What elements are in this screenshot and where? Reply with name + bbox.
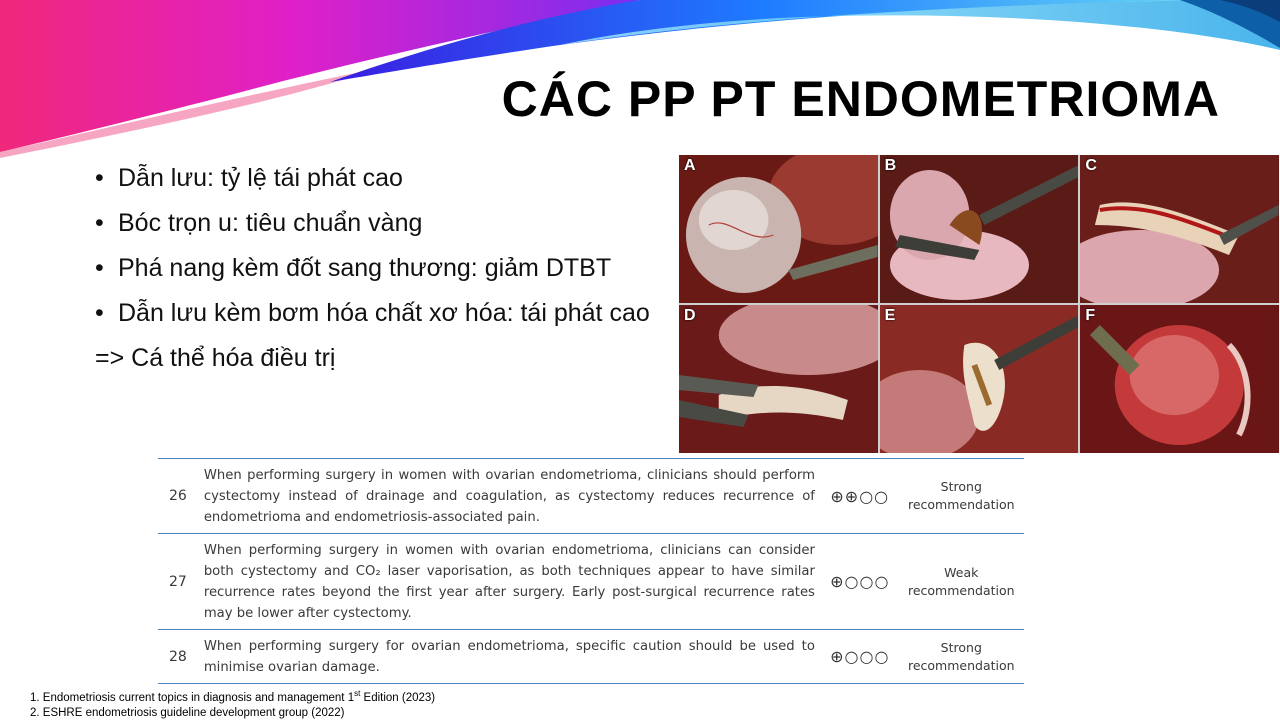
figure-panel-b <box>880 155 1079 303</box>
reference-superscript: st <box>354 689 361 698</box>
bullet-text: Dẫn lưu: tỷ lệ tái phát cao <box>118 164 403 192</box>
slide-title: CÁC PP PT ENDOMETRIOMA <box>501 71 1220 127</box>
recommendation-number: 26 <box>168 488 187 504</box>
bullet-dot: • <box>95 164 104 192</box>
recommendation-number: 28 <box>168 648 187 665</box>
evidence-grade: ⊕○○○ <box>830 572 890 591</box>
bullet-dot: • <box>95 254 104 282</box>
bullet-text: Phá nang kèm đốt sang thương: giảm DTBT <box>118 254 612 282</box>
conclusion-text: => Cá thể hóa điều trị <box>95 344 336 372</box>
bullet-item <box>95 208 665 238</box>
reference-list <box>30 686 435 721</box>
figure-panel-a <box>679 155 878 303</box>
recommendation-text: When performing surgery for ovarian endometrioma, specific caution should be used to minimise ovarian damage. <box>203 638 815 675</box>
bullet-dot: • <box>95 299 104 327</box>
bullet-dot: • <box>95 209 104 237</box>
recommendation-strength: Strong recommendation <box>907 479 1015 512</box>
recommendation-strength: Strong recommendation <box>907 639 1015 673</box>
laparoscopy-figure <box>679 155 1279 453</box>
figure-panel-f <box>1080 305 1279 453</box>
bullet-item <box>95 163 665 193</box>
figure-panel-e <box>880 305 1079 453</box>
figure-panel-d <box>679 305 878 453</box>
evidence-grade: ⊕⊕○○ <box>830 486 890 506</box>
bullet-list <box>95 163 665 373</box>
figure-panel-c <box>1080 155 1279 303</box>
evidence-grade: ⊕○○○ <box>830 647 890 666</box>
panel-label: B <box>884 157 897 174</box>
panel-label: F <box>1085 307 1096 324</box>
panel-label: D <box>684 307 696 324</box>
bullet-text: Dẫn lưu kèm bơm hóa chất xơ hóa: tái phát cao <box>118 299 650 327</box>
recommendation-table <box>158 458 1024 684</box>
table-row <box>158 534 1024 630</box>
reference-text: 1. Endometriosis current topics in diagnosis and management 1 <box>30 691 355 704</box>
table-row <box>158 630 1024 684</box>
table-row <box>158 459 1024 534</box>
recommendation-text: When performing surgery in women with ovarian endometrioma, clinicians should perform cystectomy instead of drainage and coagulation, as cystectomy reduces recurrence of endometrioma and endometriosis-associated pain. <box>203 467 815 525</box>
reference-item: 2. ESHRE endometriosis guideline development group (2022) <box>30 706 345 719</box>
reference-text: Edition (2023) <box>360 691 436 704</box>
panel-label: A <box>684 157 696 174</box>
reference-item <box>30 686 435 706</box>
bullet-text: Bóc trọn u: tiêu chuẩn vàng <box>118 209 423 237</box>
recommendation-number: 27 <box>168 573 187 590</box>
recommendation-text: When performing surgery in women with ovarian endometrioma, clinicians can consider both cystectomy and CO₂ laser vaporisation, as both techniques appear to have similar recurrence rates beyond the first year after surgery. Early post-surgical recurrence rates may be lower after cystectomy. <box>203 542 815 621</box>
panel-label: C <box>1085 157 1097 174</box>
bullet-item <box>95 253 665 283</box>
panel-label: E <box>884 307 896 324</box>
recommendation-strength: Weak recommendation <box>907 564 1015 598</box>
bullet-item <box>95 298 665 328</box>
